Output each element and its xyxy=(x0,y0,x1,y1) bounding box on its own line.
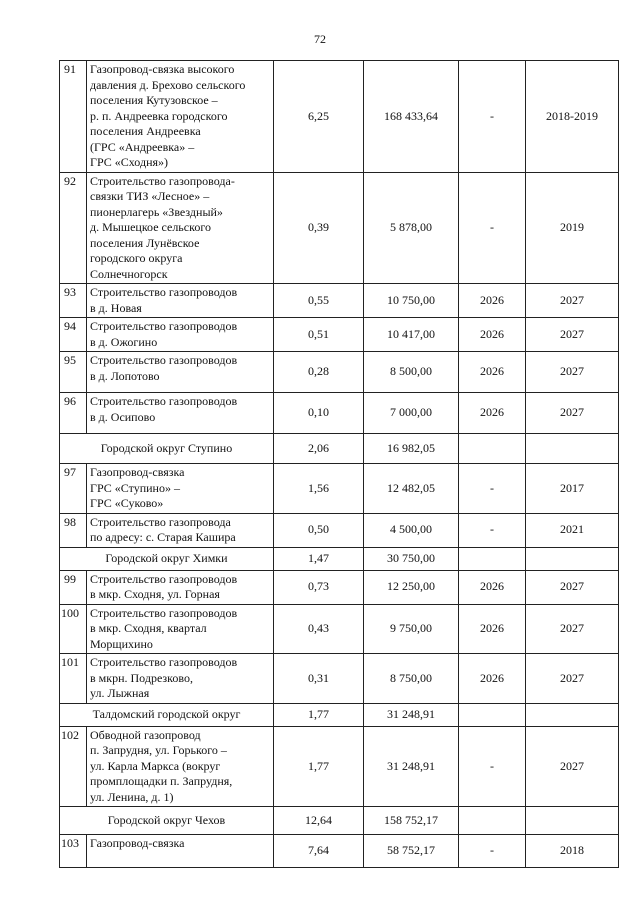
end-year: 2017 xyxy=(526,464,619,514)
row-number: 102 xyxy=(60,726,87,807)
cost: 4 500,00 xyxy=(364,513,459,547)
empty-cell xyxy=(526,807,619,835)
row-number: 91 xyxy=(60,61,87,173)
group-row xyxy=(60,703,619,726)
empty-cell xyxy=(459,807,526,835)
start-year: 2026 xyxy=(459,654,526,704)
start-year: - xyxy=(459,464,526,514)
group-cost: 16 982,05 xyxy=(364,434,459,464)
cost: 12 482,05 xyxy=(364,464,459,514)
end-year: 2027 xyxy=(526,352,619,393)
length-km: 7,64 xyxy=(274,835,364,868)
cost: 8 750,00 xyxy=(364,654,459,704)
page-number: 72 xyxy=(314,32,326,46)
group-row xyxy=(60,547,619,570)
start-year: 2026 xyxy=(459,570,526,604)
start-year: 2026 xyxy=(459,393,526,434)
object-name: Строительство газопроводов в д. Новая xyxy=(87,284,274,318)
start-year: - xyxy=(459,726,526,807)
start-year: - xyxy=(459,513,526,547)
object-name: Строительство газопроводов в д. Лопотово xyxy=(87,352,274,393)
cost: 12 250,00 xyxy=(364,570,459,604)
object-name: Строительство газопровода- связки ТИЗ «Лесное» – пионерлагерь «Звездный» д. Мышецкое сельского поселения Лунёвское городского округа Солнечногорск xyxy=(87,172,274,284)
end-year: 2027 xyxy=(526,393,619,434)
object-name: Газопровод-связка xyxy=(87,835,274,868)
table-row xyxy=(60,726,619,807)
table-row xyxy=(60,284,619,318)
group-name: Городской округ Чехов xyxy=(60,807,274,835)
group-cost: 158 752,17 xyxy=(364,807,459,835)
group-length-km: 12,64 xyxy=(274,807,364,835)
cost: 9 750,00 xyxy=(364,604,459,654)
empty-cell xyxy=(526,547,619,570)
object-name: Строительство газопровода по адресу: с. Старая Кашира xyxy=(87,513,274,547)
cost: 10 750,00 xyxy=(364,284,459,318)
object-name: Строительство газопроводов в мкр. Сходня, ул. Горная xyxy=(87,570,274,604)
table-row xyxy=(60,352,619,393)
cost: 31 248,91 xyxy=(364,726,459,807)
empty-cell xyxy=(459,547,526,570)
group-length-km: 2,06 xyxy=(274,434,364,464)
end-year: 2027 xyxy=(526,604,619,654)
object-name: Обводной газопровод п. Запрудня, ул. Горького – ул. Карла Маркса (вокруг промплощадки п. Запрудня, ул. Ленина, д. 1) xyxy=(87,726,274,807)
row-number: 93 xyxy=(60,284,87,318)
gas-pipeline-table xyxy=(59,60,619,868)
table-row xyxy=(60,654,619,704)
group-length-km: 1,47 xyxy=(274,547,364,570)
start-year: 2026 xyxy=(459,352,526,393)
table-row xyxy=(60,61,619,173)
start-year: - xyxy=(459,61,526,173)
start-year: 2026 xyxy=(459,284,526,318)
table-row xyxy=(60,513,619,547)
length-km: 0,51 xyxy=(274,318,364,352)
end-year: 2018 xyxy=(526,835,619,868)
empty-cell xyxy=(459,434,526,464)
group-name: Городской округ Химки xyxy=(60,547,274,570)
row-number: 103 xyxy=(60,835,87,868)
empty-cell xyxy=(459,703,526,726)
object-name: Строительство газопроводов в мкрн. Подрезково, ул. Лыжная xyxy=(87,654,274,704)
start-year: - xyxy=(459,172,526,284)
group-name: Городской округ Ступино xyxy=(60,434,274,464)
length-km: 0,55 xyxy=(274,284,364,318)
row-number: 99 xyxy=(60,570,87,604)
group-row xyxy=(60,807,619,835)
end-year: 2027 xyxy=(526,654,619,704)
length-km: 1,56 xyxy=(274,464,364,514)
object-name: Газопровод-связка ГРС «Ступино» – ГРС «Суково» xyxy=(87,464,274,514)
end-year: 2027 xyxy=(526,284,619,318)
end-year: 2019 xyxy=(526,172,619,284)
length-km: 0,73 xyxy=(274,570,364,604)
table-row xyxy=(60,835,619,868)
object-name: Строительство газопроводов в д. Осипово xyxy=(87,393,274,434)
table-row xyxy=(60,604,619,654)
length-km: 0,43 xyxy=(274,604,364,654)
length-km: 0,31 xyxy=(274,654,364,704)
end-year: 2027 xyxy=(526,318,619,352)
cost: 10 417,00 xyxy=(364,318,459,352)
table-row xyxy=(60,464,619,514)
cost: 58 752,17 xyxy=(364,835,459,868)
length-km: 0,50 xyxy=(274,513,364,547)
row-number: 95 xyxy=(60,352,87,393)
empty-cell xyxy=(526,434,619,464)
end-year: 2027 xyxy=(526,726,619,807)
empty-cell xyxy=(526,703,619,726)
row-number: 97 xyxy=(60,464,87,514)
cost: 7 000,00 xyxy=(364,393,459,434)
table-row xyxy=(60,318,619,352)
group-row xyxy=(60,434,619,464)
end-year: 2018-2019 xyxy=(526,61,619,173)
length-km: 0,10 xyxy=(274,393,364,434)
row-number: 98 xyxy=(60,513,87,547)
length-km: 6,25 xyxy=(274,61,364,173)
start-year: 2026 xyxy=(459,604,526,654)
table-row xyxy=(60,393,619,434)
group-name: Талдомский городской округ xyxy=(60,703,274,726)
row-number: 101 xyxy=(60,654,87,704)
start-year: 2026 xyxy=(459,318,526,352)
object-name: Строительство газопроводов в д. Ожогино xyxy=(87,318,274,352)
length-km: 1,77 xyxy=(274,726,364,807)
length-km: 0,39 xyxy=(274,172,364,284)
group-length-km: 1,77 xyxy=(274,703,364,726)
group-cost: 31 248,91 xyxy=(364,703,459,726)
table-row xyxy=(60,172,619,284)
end-year: 2027 xyxy=(526,570,619,604)
row-number: 96 xyxy=(60,393,87,434)
group-cost: 30 750,00 xyxy=(364,547,459,570)
table-row xyxy=(60,570,619,604)
length-km: 0,28 xyxy=(274,352,364,393)
row-number: 94 xyxy=(60,318,87,352)
object-name: Строительство газопроводов в мкр. Сходня, квартал Морщихино xyxy=(87,604,274,654)
cost: 168 433,64 xyxy=(364,61,459,173)
object-name: Газопровод-связка высокого давления д. Брехово сельского поселения Кутузовское – р. п. Андреевка городского поселения Андреевка (ГРС «Андреевка» – ГРС «Сходня») xyxy=(87,61,274,173)
start-year: - xyxy=(459,835,526,868)
cost: 8 500,00 xyxy=(364,352,459,393)
cost: 5 878,00 xyxy=(364,172,459,284)
end-year: 2021 xyxy=(526,513,619,547)
row-number: 92 xyxy=(60,172,87,284)
row-number: 100 xyxy=(60,604,87,654)
